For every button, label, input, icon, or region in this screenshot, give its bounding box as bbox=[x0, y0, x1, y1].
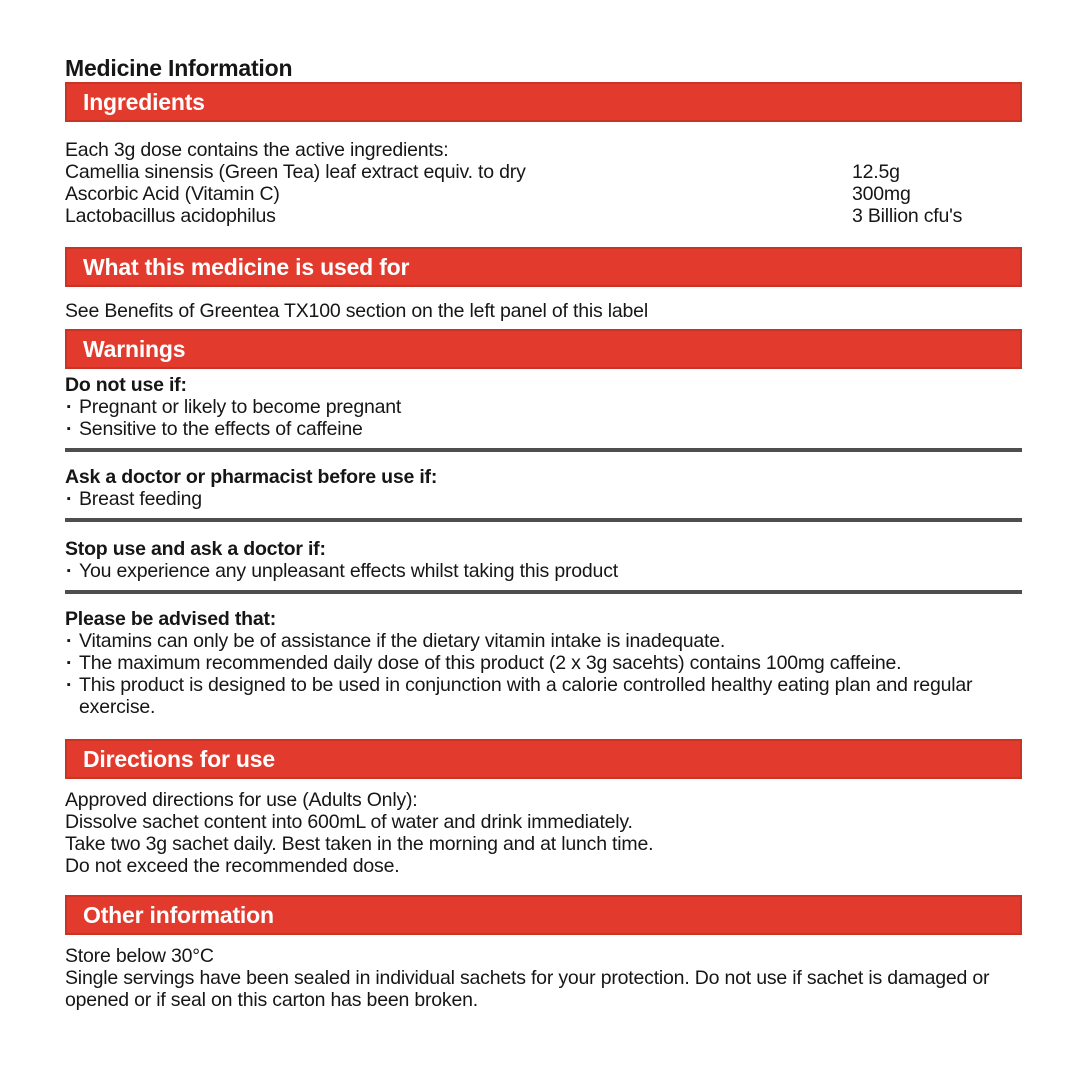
ingredients-intro: Each 3g dose contains the active ingredients: bbox=[65, 139, 449, 161]
ingredient-name: Lactobacillus acidophilus bbox=[65, 205, 276, 227]
warning-group-title: Stop use and ask a doctor if: bbox=[65, 538, 326, 560]
ingredient-row bbox=[65, 205, 1022, 227]
section-header-warnings-label: Warnings bbox=[83, 336, 186, 362]
page-title: Medicine Information bbox=[65, 55, 293, 81]
warning-bullet: · Sensitive to the effects of caffeine bbox=[65, 418, 1022, 440]
section-header-directions bbox=[65, 739, 1022, 779]
section-header-warnings bbox=[65, 329, 1022, 369]
section-header-ingredients-label: Ingredients bbox=[83, 89, 205, 115]
section-header-ingredients bbox=[65, 82, 1022, 122]
section-header-directions-label: Directions for use bbox=[83, 746, 275, 772]
warning-bullet: · Vitamins can only be of assistance if the dietary vitamin intake is inadequate. bbox=[65, 630, 1022, 652]
warning-group-stop-use bbox=[65, 538, 1022, 582]
other-info-line: Store below 30°C bbox=[65, 945, 214, 967]
directions-line: Do not exceed the recommended dose. bbox=[65, 855, 400, 877]
section-divider bbox=[65, 590, 1022, 594]
ingredient-row bbox=[65, 161, 1022, 183]
ingredient-name: Ascorbic Acid (Vitamin C) bbox=[65, 183, 280, 205]
warning-group-ask-doctor bbox=[65, 466, 1022, 510]
other-info-line: Single servings have been sealed in individual sachets for your protection. Do not use if sachet is damaged or opened or if seal on this carton has been broken. bbox=[65, 967, 990, 1011]
directions-line: Dissolve sachet content into 600mL of water and drink immediately. bbox=[65, 811, 633, 833]
ingredient-name: Camellia sinensis (Green Tea) leaf extract equiv. to dry bbox=[65, 161, 526, 183]
ingredient-amount: 12.5g bbox=[852, 161, 900, 183]
section-divider bbox=[65, 448, 1022, 452]
warning-bullet: · This product is designed to be used in conjunction with a calorie controlled healthy eating plan and regular exercise. bbox=[65, 674, 1022, 718]
section-header-other-info bbox=[65, 895, 1022, 935]
directions-body bbox=[65, 789, 1022, 877]
warning-bullet: · You experience any unpleasant effects whilst taking this product bbox=[65, 560, 1022, 582]
warning-bullet: · The maximum recommended daily dose of this product (2 x 3g sacehts) contains 100mg caffeine. bbox=[65, 652, 1022, 674]
directions-line: Approved directions for use (Adults Only): bbox=[65, 789, 418, 811]
warning-group-title: Do not use if: bbox=[65, 374, 187, 396]
warning-bullet: · Pregnant or likely to become pregnant bbox=[65, 396, 1022, 418]
section-header-used-for bbox=[65, 247, 1022, 287]
section-header-used-for-label: What this medicine is used for bbox=[83, 254, 410, 280]
ingredient-amount: 300mg bbox=[852, 183, 911, 205]
section-divider bbox=[65, 518, 1022, 522]
warning-bullet: · Breast feeding bbox=[65, 488, 1022, 510]
section-header-other-info-label: Other information bbox=[83, 902, 274, 928]
ingredient-row bbox=[65, 183, 1022, 205]
warning-group-title: Please be advised that: bbox=[65, 608, 277, 630]
warning-group-advised bbox=[65, 608, 1022, 718]
warning-group-title: Ask a doctor or pharmacist before use if: bbox=[65, 466, 438, 488]
directions-line: Take two 3g sachet daily. Best taken in the morning and at lunch time. bbox=[65, 833, 654, 855]
ingredient-amount: 3 Billion cfu's bbox=[852, 205, 963, 227]
warning-group-do-not-use bbox=[65, 374, 1022, 440]
other-info-body bbox=[65, 945, 1022, 1011]
used-for-body: See Benefits of Greentea TX100 section on the left panel of this label bbox=[65, 300, 648, 322]
medicine-label bbox=[65, 55, 1022, 1011]
